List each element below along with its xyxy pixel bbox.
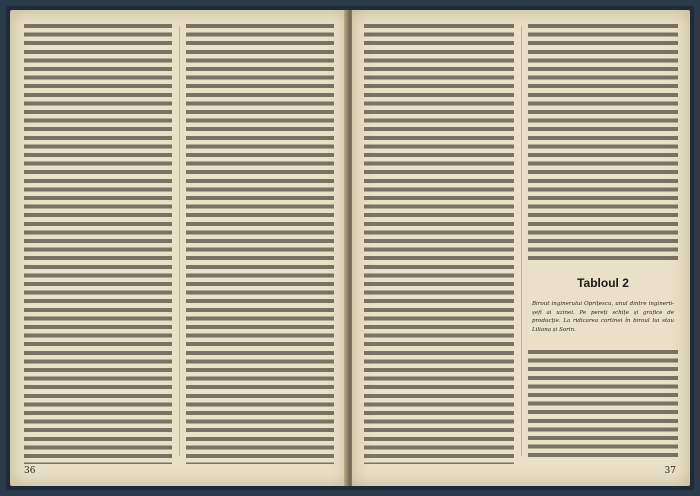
right-page-column-1 [364,24,514,464]
text-lines [24,24,172,464]
text-lines [364,24,514,464]
scene-heading: Tabloul 2 [577,276,629,290]
column-divider [179,26,180,456]
right-page [352,10,690,486]
page-number-left: 36 [24,466,36,476]
text-lines [186,24,334,464]
right-page-column-2-continued [528,350,678,462]
open-book [6,6,694,490]
left-page-column-1 [24,24,172,464]
right-page-column-2 [528,24,678,260]
left-page [10,10,348,486]
text-lines [528,350,678,462]
column-divider [521,26,522,456]
left-page-column-2 [186,24,334,464]
stage-direction: Birout inginerului Oprițescu, unul dintre inginerii-șefi ai uzinei. Pe pereți schițe și grafice de producție. La ridicarea cortinei în biroul lui stau Liliana și Sorin. [532,301,674,333]
page-number-right: 37 [664,466,676,476]
text-lines [528,24,678,260]
